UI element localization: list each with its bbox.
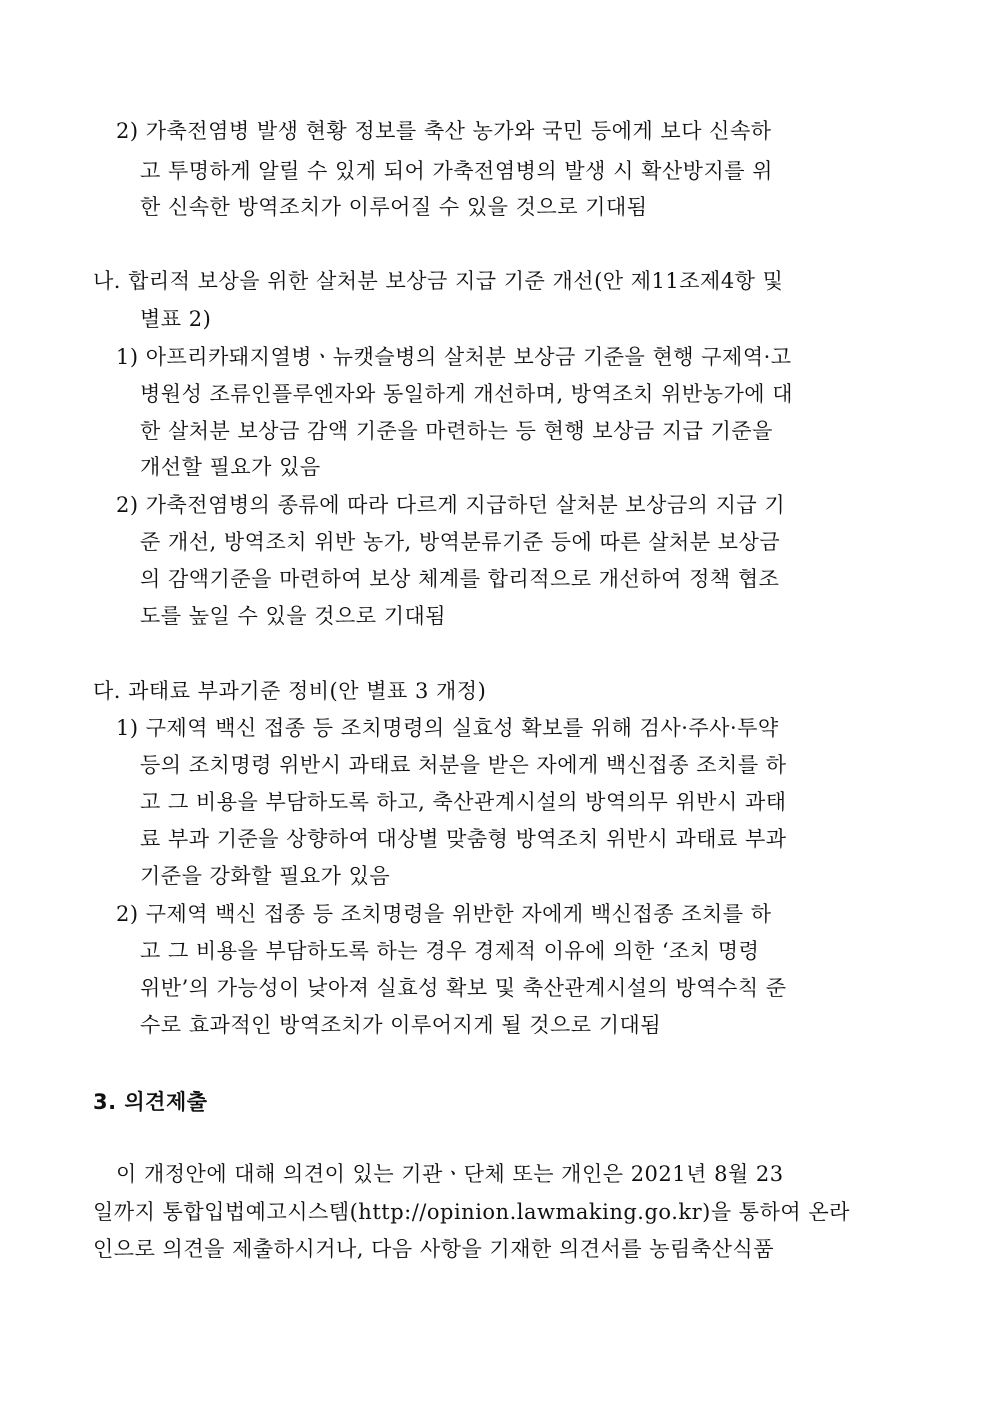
section-heading-3: 3. 의견제출 [93,1090,208,1114]
list-item-line: 위반’의 가능성이 낮아져 실효성 확보 및 축산관계시설의 방역수칙 준 [140,976,787,1000]
list-item-line: 기준을 강화할 필요가 있음 [140,864,391,888]
body-text-line: 2) 가축전염병 발생 현황 정보를 축산 농가와 국민 등에게 보다 신속하 [116,119,772,143]
list-item-line: 준 개선, 방역조치 위반 농가, 방역분류기준 등에 따른 살처분 보상금 [140,530,781,554]
list-item-line: 2) 가축전염병의 종류에 따라 다르게 지급하던 살처분 보상금의 지급 기 [116,493,786,517]
section-title-na: 나. 합리적 보상을 위한 살처분 보상금 지급 기준 개선(안 제11조제4항 및 [93,269,784,293]
list-item-line: 1) 아프리카돼지열병ㆍ뉴캣슬병의 살처분 보상금 기준을 현행 구제역·고 [116,345,792,369]
paragraph-line: 일까지 통합입법예고시스템(http://opinion.lawmaking.go.kr)을 통하여 온라 [93,1200,850,1224]
list-item-line: 도를 높일 수 있을 것으로 기대됨 [140,604,447,628]
body-text-line: 한 신속한 방역조치가 이루어질 수 있을 것으로 기대됨 [140,195,648,219]
list-item-line: 의 감액기준을 마련하여 보상 체계를 합리적으로 개선하여 정책 협조 [140,567,780,591]
list-item-line: 등의 조치명령 위반시 과태료 처분을 받은 자에게 백신접종 조치를 하 [140,753,787,777]
list-item-line: 병원성 조류인플루엔자와 동일하게 개선하며, 방역조치 위반농가에 대 [140,382,794,406]
body-text-line: 고 투명하게 알릴 수 있게 되어 가축전염병의 발생 시 확산방지를 위 [140,159,773,183]
list-item-line: 1) 구제역 백신 접종 등 조치명령의 실효성 확보를 위해 검사·주사·투약 [116,716,779,740]
paragraph-line: 인으로 의견을 제출하시거나, 다음 사항을 기재한 의견서를 농림축산식품 [93,1237,774,1261]
paragraph-line: 이 개정안에 대해 의견이 있는 기관ㆍ단체 또는 개인은 2021년 8월 23 [116,1162,784,1186]
list-item-line: 한 살처분 보상금 감액 기준을 마련하는 등 현행 보상금 지급 기준을 [140,419,773,443]
list-item-line: 수로 효과적인 방역조치가 이루어지게 될 것으로 기대됨 [140,1013,662,1037]
list-item-line: 2) 구제역 백신 접종 등 조치명령을 위반한 자에게 백신접종 조치를 하 [116,902,772,926]
list-item-line: 개선할 필요가 있음 [140,455,321,479]
list-item-line: 고 그 비용을 부담하도록 하는 경우 경제적 이유에 의한 ‘조치 명령 [140,939,760,963]
section-title-da: 다. 과태료 부과기준 정비(안 별표 3 개정) [93,679,487,703]
section-title-na-cont: 별표 2) [140,307,212,331]
list-item-line: 료 부과 기준을 상향하여 대상별 맞춤형 방역조치 위반시 과태료 부과 [140,827,787,851]
list-item-line: 고 그 비용을 부담하도록 하고, 축산관계시설의 방역의무 위반시 과태 [140,790,787,814]
